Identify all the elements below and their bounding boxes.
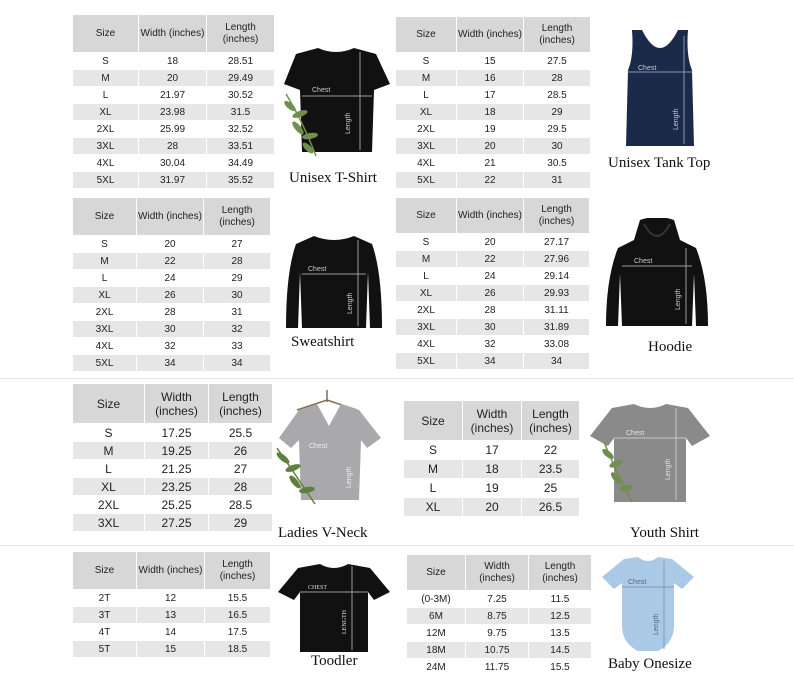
table-row (396, 121, 591, 138)
length-cell: 31 (204, 304, 271, 321)
length-cell: 29.5 (524, 121, 591, 138)
size-table-baby-onesize (407, 555, 592, 676)
length-cell: 27.17 (524, 234, 590, 251)
v-neck-image (275, 388, 385, 506)
length-label: Length (673, 108, 680, 130)
size-cell: 24M (407, 659, 466, 676)
width-cell: 27.25 (145, 514, 209, 532)
width-cell: 31.97 (139, 172, 207, 189)
width-cell: 30.04 (139, 155, 207, 172)
size-cell: 2XL (396, 121, 457, 138)
table-row (73, 270, 271, 287)
table-row (73, 87, 275, 104)
width-cell: 22 (137, 253, 204, 270)
length-cell: 29 (524, 104, 591, 121)
length-cell: 14.5 (529, 642, 592, 659)
chest-label: CHEST (308, 585, 328, 591)
table-row (73, 287, 271, 304)
size-cell: XL (404, 498, 463, 517)
header-width: Width (inches) (137, 198, 204, 236)
size-cell: 5XL (396, 172, 457, 189)
size-cell: L (73, 87, 139, 104)
width-cell: 19 (457, 121, 524, 138)
size-cell: 4XL (396, 155, 457, 172)
length-cell: 31.89 (524, 319, 590, 336)
size-cell: 4XL (73, 338, 137, 355)
length-cell: 29.49 (207, 70, 275, 87)
size-cell: S (396, 234, 457, 251)
size-cell: 5XL (396, 353, 457, 370)
table-row (73, 496, 273, 514)
chest-label: Chest (309, 443, 328, 450)
width-cell: 34 (457, 353, 524, 370)
width-cell: 20 (457, 234, 524, 251)
width-cell: 17 (457, 87, 524, 104)
length-cell: 32.52 (207, 121, 275, 138)
header-length: Length (inches) (205, 552, 271, 590)
width-cell: 18 (139, 53, 207, 70)
table-row (396, 251, 590, 268)
size-cell: L (396, 87, 457, 104)
length-cell: 33.51 (207, 138, 275, 155)
length-cell: 35.52 (207, 172, 275, 189)
width-cell: 17 (463, 441, 522, 460)
size-cell: M (404, 460, 463, 479)
width-cell: 10.75 (466, 642, 529, 659)
width-cell: 22 (457, 251, 524, 268)
length-cell: 29 (204, 270, 271, 287)
size-cell: 2XL (73, 496, 145, 514)
length-cell: 26 (209, 442, 273, 460)
size-cell: M (73, 70, 139, 87)
width-cell: 28 (457, 302, 524, 319)
width-cell: 7.25 (466, 591, 529, 608)
size-cell: S (396, 53, 457, 70)
length-cell: 31.5 (207, 104, 275, 121)
size-table-toodler (73, 552, 271, 658)
table-row (73, 355, 271, 372)
length-cell: 18.5 (205, 641, 271, 658)
length-cell: 31 (524, 172, 591, 189)
length-label: Length (347, 292, 354, 314)
size-cell: S (73, 424, 145, 442)
toddler-shirt-image (276, 562, 392, 654)
length-cell: 30.5 (524, 155, 591, 172)
length-cell: 29.14 (524, 268, 590, 285)
width-cell: 34 (137, 355, 204, 372)
length-cell: 26.5 (522, 498, 580, 517)
length-cell: 30.52 (207, 87, 275, 104)
size-cell: L (404, 479, 463, 498)
length-cell: 34 (204, 355, 271, 372)
length-cell: 17.5 (205, 624, 271, 641)
length-cell: 25.5 (209, 424, 273, 442)
size-cell: 5T (73, 641, 137, 658)
size-cell: 4T (73, 624, 137, 641)
width-cell: 17.25 (145, 424, 209, 442)
sweatshirt-icon (286, 236, 382, 328)
width-cell: 19 (463, 479, 522, 498)
length-label: Length (675, 288, 682, 310)
header-size: Size (404, 401, 463, 441)
width-cell: 20 (463, 498, 522, 517)
size-cell: 12M (407, 625, 466, 642)
size-cell: M (396, 70, 457, 87)
size-cell: 4XL (73, 155, 139, 172)
length-cell: 33 (204, 338, 271, 355)
size-cell: L (73, 270, 137, 287)
length-cell: 23.5 (522, 460, 580, 479)
length-cell: 25 (522, 479, 580, 498)
size-table-youth-shirt (404, 401, 580, 517)
baby-onesie-icon (602, 557, 694, 651)
table-row (73, 607, 271, 624)
size-cell: 3XL (73, 321, 137, 338)
table-row (73, 253, 271, 270)
length-label: Length (665, 458, 672, 480)
hoodie-icon (606, 218, 708, 326)
table-row (73, 70, 275, 87)
length-cell: 27 (204, 236, 271, 253)
length-cell: 11.5 (529, 591, 592, 608)
length-cell: 27.5 (524, 53, 591, 70)
section-divider (0, 378, 794, 379)
size-cell: XL (396, 104, 457, 121)
header-length: Length (inches) (524, 17, 591, 53)
width-cell: 11.75 (466, 659, 529, 676)
width-cell: 19.25 (145, 442, 209, 460)
table-row (73, 641, 271, 658)
table-row (407, 625, 592, 642)
size-table-unisex-tshirt (73, 15, 275, 189)
table-row (73, 104, 275, 121)
width-cell: 15 (137, 641, 205, 658)
width-cell: 21 (457, 155, 524, 172)
table-row (407, 591, 592, 608)
width-cell: 24 (457, 268, 524, 285)
chest-label: Chest (638, 65, 657, 72)
table-row (73, 338, 271, 355)
size-cell: 3T (73, 607, 137, 624)
table-row (73, 514, 273, 532)
size-cell: L (73, 460, 145, 478)
table-row (396, 234, 590, 251)
product-name-youth-shirt: Youth Shirt (630, 525, 699, 541)
header-size: Size (73, 552, 137, 590)
size-cell: XL (73, 287, 137, 304)
size-cell: M (73, 442, 145, 460)
table-row (73, 304, 271, 321)
width-cell: 30 (457, 319, 524, 336)
product-name-ladies-v-neck: Ladies V-Neck (278, 525, 368, 541)
table-row (396, 138, 591, 155)
length-cell: 16.5 (205, 607, 271, 624)
size-cell: S (73, 53, 139, 70)
width-cell: 20 (139, 70, 207, 87)
width-cell: 18 (463, 460, 522, 479)
width-cell: 15 (457, 53, 524, 70)
header-width: Width (inches) (457, 198, 524, 234)
table-row (396, 268, 590, 285)
length-cell: 15.5 (529, 659, 592, 676)
length-cell: 29.93 (524, 285, 590, 302)
header-width: Width (inches) (466, 555, 529, 591)
table-row (73, 442, 273, 460)
header-length: Length (inches) (524, 198, 590, 234)
header-width: Width (inches) (457, 17, 524, 53)
width-cell: 18 (457, 104, 524, 121)
length-cell: 31.11 (524, 302, 590, 319)
chest-label: Chest (626, 430, 645, 437)
size-cell: 6M (407, 608, 466, 625)
width-cell: 13 (137, 607, 205, 624)
size-cell: (0-3M) (407, 591, 466, 608)
length-cell: 28 (209, 478, 273, 496)
table-row (404, 460, 580, 479)
length-label: LENGTH (342, 610, 348, 634)
width-cell: 25.25 (145, 496, 209, 514)
table-row (396, 53, 591, 70)
table-row (73, 321, 271, 338)
length-cell: 30 (204, 287, 271, 304)
header-width: Width (inches) (137, 552, 205, 590)
size-cell: 3XL (396, 319, 457, 336)
header-size: Size (396, 198, 457, 234)
header-size: Size (73, 384, 145, 424)
chest-label: Chest (308, 266, 327, 273)
length-label: Length (345, 112, 352, 134)
width-cell: 32 (137, 338, 204, 355)
width-cell: 24 (137, 270, 204, 287)
width-cell: 26 (137, 287, 204, 304)
product-name-sweatshirt: Sweatshirt (291, 334, 355, 350)
length-label: Length (346, 466, 353, 488)
width-cell: 20 (457, 138, 524, 155)
length-label: Length (653, 613, 660, 635)
size-cell: 3XL (73, 138, 139, 155)
size-cell: 5XL (73, 355, 137, 372)
size-cell: 2XL (396, 302, 457, 319)
length-cell: 28.5 (209, 496, 273, 514)
size-cell: M (73, 253, 137, 270)
width-cell: 25.99 (139, 121, 207, 138)
length-cell: 27.96 (524, 251, 590, 268)
length-cell: 29 (209, 514, 273, 532)
length-cell: 30 (524, 138, 591, 155)
size-cell: 18M (407, 642, 466, 659)
table-row (73, 624, 271, 641)
width-cell: 22 (457, 172, 524, 189)
product-name-unisex-tank-top: Unisex Tank Top (608, 155, 711, 171)
table-row (407, 608, 592, 625)
table-row (407, 642, 592, 659)
length-cell: 33.08 (524, 336, 590, 353)
size-cell: 2XL (73, 121, 139, 138)
header-length: Length (inches) (529, 555, 592, 591)
size-cell: S (404, 441, 463, 460)
table-row (73, 138, 275, 155)
header-width: Width (inches) (463, 401, 522, 441)
product-name-unisex-tshirt: Unisex T-Shirt (289, 170, 377, 186)
table-row (73, 460, 273, 478)
table-row (73, 236, 271, 253)
tshirt-icon (284, 48, 390, 152)
table-row (396, 104, 591, 121)
product-name-hoodie: Hoodie (648, 339, 693, 355)
table-row (73, 121, 275, 138)
length-cell: 28.51 (207, 53, 275, 70)
tank-top-image (620, 26, 700, 150)
table-row (73, 478, 273, 496)
product-name-baby-onesize: Baby Onesize (608, 656, 692, 672)
table-row (404, 498, 580, 517)
tshirt-image (276, 44, 396, 164)
width-cell: 30 (137, 321, 204, 338)
size-table-unisex-tank-top (396, 17, 591, 189)
header-size: Size (407, 555, 466, 591)
width-cell: 26 (457, 285, 524, 302)
header-width: Width (inches) (139, 15, 207, 53)
length-cell: 27 (209, 460, 273, 478)
youth-shirt-image (588, 402, 712, 506)
width-cell: 12 (137, 590, 205, 607)
header-length: Length (inches) (209, 384, 273, 424)
table-row (404, 479, 580, 498)
width-cell: 28 (137, 304, 204, 321)
table-row (396, 353, 590, 370)
size-cell: 3XL (396, 138, 457, 155)
table-row (407, 659, 592, 676)
table-row (73, 172, 275, 189)
table-row (396, 70, 591, 87)
width-cell: 28 (139, 138, 207, 155)
size-cell: 2T (73, 590, 137, 607)
length-cell: 28.5 (524, 87, 591, 104)
baby-onesie-image (598, 555, 698, 655)
table-row (396, 285, 590, 302)
table-row (404, 441, 580, 460)
table-row (396, 319, 590, 336)
size-cell: 5XL (73, 172, 139, 189)
table-row (396, 87, 591, 104)
hoodie-image (604, 218, 710, 330)
header-width: Width (inches) (145, 384, 209, 424)
section-divider (0, 545, 794, 546)
table-row (396, 336, 590, 353)
size-table-ladies-v-neck (73, 384, 273, 532)
length-cell: 34.49 (207, 155, 275, 172)
table-row (73, 155, 275, 172)
size-table-sweatshirt (73, 198, 271, 372)
length-cell: 22 (522, 441, 580, 460)
header-size: Size (396, 17, 457, 53)
width-cell: 23.25 (145, 478, 209, 496)
chest-label: Chest (634, 258, 653, 265)
size-cell: L (396, 268, 457, 285)
chest-label: Chest (628, 579, 647, 586)
header-size: Size (73, 198, 137, 236)
header-length: Length (inches) (207, 15, 275, 53)
product-name-toodler: Toodler (311, 653, 358, 669)
table-row (73, 590, 271, 607)
table-row (396, 155, 591, 172)
length-cell: 32 (204, 321, 271, 338)
size-cell: S (73, 236, 137, 253)
size-cell: 3XL (73, 514, 145, 532)
table-row (73, 53, 275, 70)
length-cell: 34 (524, 353, 590, 370)
table-row (396, 302, 590, 319)
width-cell: 16 (457, 70, 524, 87)
header-size: Size (73, 15, 139, 53)
width-cell: 23.98 (139, 104, 207, 121)
width-cell: 21.25 (145, 460, 209, 478)
size-cell: M (396, 251, 457, 268)
width-cell: 9.75 (466, 625, 529, 642)
size-cell: 2XL (73, 304, 137, 321)
width-cell: 21.97 (139, 87, 207, 104)
width-cell: 14 (137, 624, 205, 641)
table-row (73, 424, 273, 442)
size-table-hoodie (396, 198, 590, 370)
width-cell: 32 (457, 336, 524, 353)
width-cell: 8.75 (466, 608, 529, 625)
length-cell: 13.5 (529, 625, 592, 642)
size-cell: XL (396, 285, 457, 302)
length-cell: 28 (524, 70, 591, 87)
size-cell: XL (73, 478, 145, 496)
length-cell: 15.5 (205, 590, 271, 607)
chest-label: Chest (312, 87, 331, 94)
toddler-tshirt-icon (278, 564, 390, 652)
sweatshirt-image (284, 232, 384, 332)
length-cell: 28 (204, 253, 271, 270)
header-length: Length (inches) (204, 198, 271, 236)
width-cell: 20 (137, 236, 204, 253)
table-row (396, 172, 591, 189)
size-cell: 4XL (396, 336, 457, 353)
size-cell: XL (73, 104, 139, 121)
length-cell: 12.5 (529, 608, 592, 625)
header-length: Length (inches) (522, 401, 580, 441)
